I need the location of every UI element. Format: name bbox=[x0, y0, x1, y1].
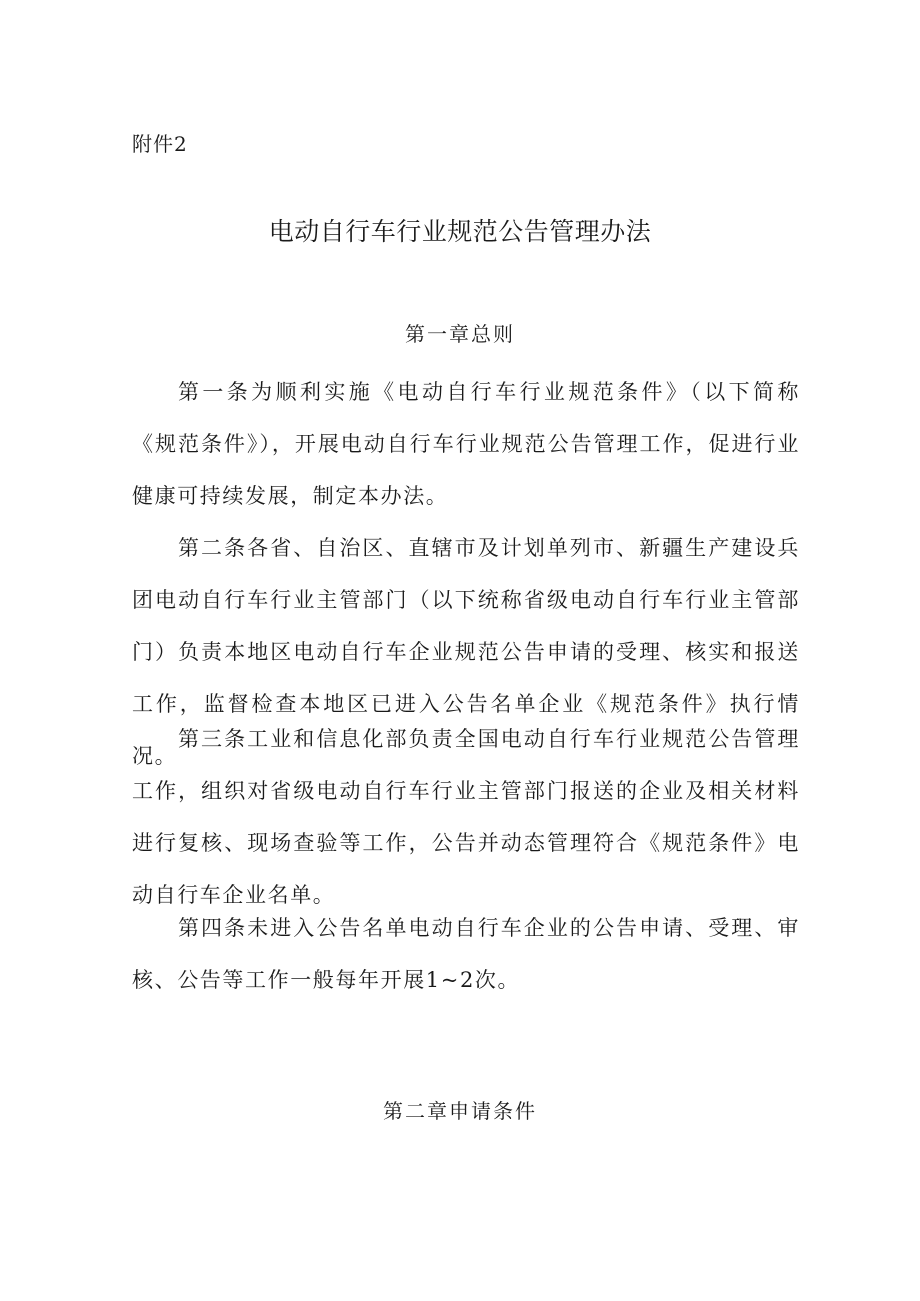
article-2: 第二条各省、自治区、直辖市及计划单列市、新疆生产建设兵团电动自行车行业主管部门（以下统称省级电动自行车行业主管部门）负责本地区电动自行车企业规范公告申请的受理、核实和报送工作，监督检查本地区已进入公告名单企业《规范条件》执行情况。 bbox=[132, 536, 800, 768]
article-3: 第三条工业和信息化部负责全国电动自行车行业规范公告管理工作，组织对省级电动自行车行业主管部门报送的企业及相关材料进行复核、现场查验等工作，公告并动态管理符合《规范条件》电动自行车企业名单。 bbox=[132, 727, 800, 907]
article-4: 第四条未进入公告名单电动自行车企业的公告申请、受理、审核、公告等工作一般每年开展1~2次。 bbox=[132, 916, 800, 992]
chapter-heading-1: 第一章总则 bbox=[405, 322, 515, 346]
document-title: 电动自行车行业规范公告管理办法 bbox=[268, 217, 652, 246]
article-1: 第一条为顺利实施《电动自行车行业规范条件》（以下简称《规范条件》），开展电动自行车行业规范公告管理工作，促进行业健康可持续发展，制定本办法。 bbox=[132, 380, 800, 508]
attachment-label: 附件2 bbox=[132, 132, 188, 156]
chapter-heading-2: 第二章申请条件 bbox=[383, 1099, 537, 1123]
